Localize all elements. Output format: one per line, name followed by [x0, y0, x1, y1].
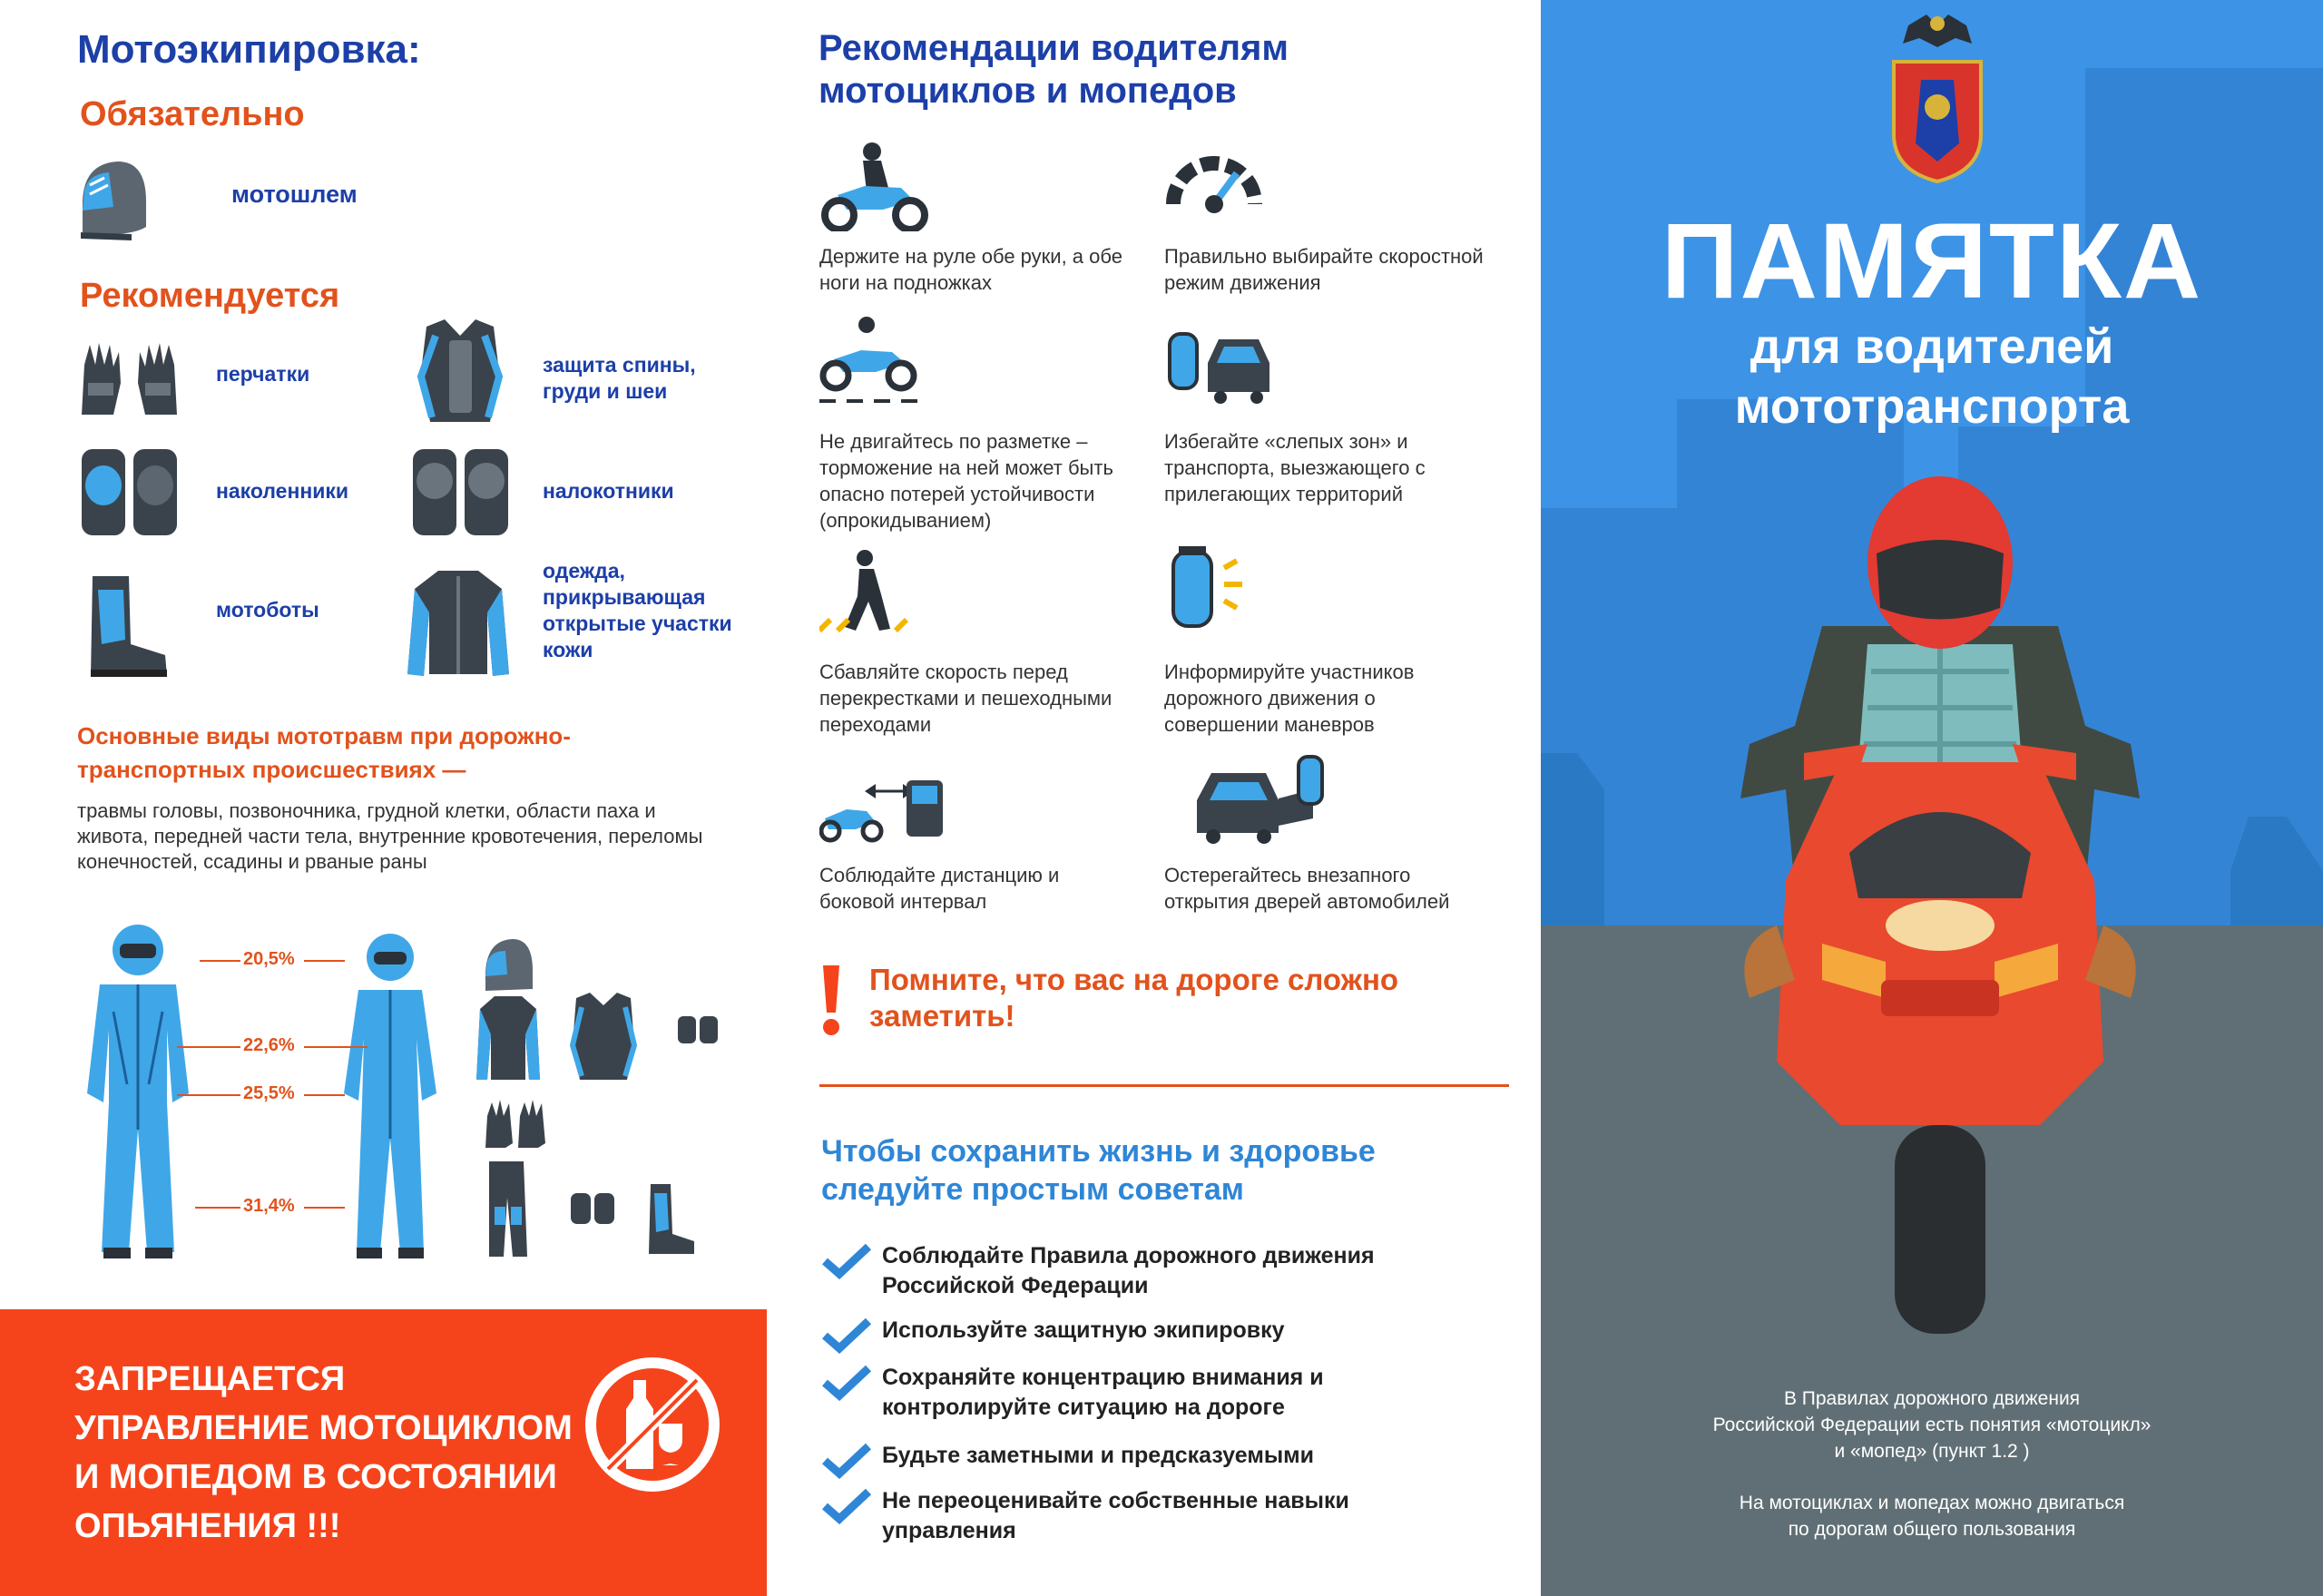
helmet-label: мотошлем [231, 181, 358, 208]
footnote-rules-l3: и «мопед» (пункт 1.2 ) [1834, 1441, 2030, 1462]
pct-line [304, 1207, 345, 1209]
footnote-rules-l1: В Правилах дорожного движения [1783, 1388, 2081, 1409]
footnote-roads-l2: по дорогам общего пользования [1788, 1519, 2076, 1540]
pct-line [304, 1046, 368, 1048]
elbow-pads-label: налокотники [543, 479, 674, 503]
subtitle-line1: для водителей [1750, 319, 2114, 374]
subtitle-line2: мототранспорта [1734, 379, 2130, 434]
motorcyclist-illustration [1713, 472, 2167, 1334]
back-protection-icon [408, 318, 513, 426]
checkmark-icon [821, 1488, 871, 1524]
check-item [821, 1441, 1493, 1477]
check-item [821, 1316, 1493, 1352]
pct-line [304, 1094, 345, 1096]
tip-speed: Правильно выбирайте скоростной режим движения [1164, 245, 1484, 294]
pct-abdomen: 25,5% [243, 1083, 295, 1103]
checkmark-icon [821, 1243, 871, 1279]
pct-line [177, 1094, 240, 1096]
recommended-title: Рекомендуется [80, 277, 340, 315]
keep-healthy-title: Чтобы сохранить жизнь и здоровье следуйте простым советам [821, 1134, 1376, 1207]
check-item [821, 1363, 1493, 1426]
helmet-icon [77, 154, 150, 240]
left-panel [0, 0, 771, 1596]
no-alcohol-icon [581, 1353, 724, 1496]
tip-car-doors: Остерегайтесь внезапного открытия дверей автомобилей [1164, 864, 1450, 913]
checkmark-icon [821, 1443, 871, 1479]
warning-text: Помните, что вас на дороге сложно заметить! [869, 963, 1399, 1033]
knee-pads-icon [77, 445, 181, 540]
pct-legs: 31,4% [243, 1196, 295, 1216]
middle-panel [771, 0, 1541, 1596]
trauma-title: Основные виды мототравм при дорожно-транспортных происшествиях — [77, 722, 571, 783]
gloves-icon [77, 338, 181, 419]
blind-spot-icon [1164, 327, 1273, 404]
trauma-text: травмы головы, позвоночника, грудной клетки, области паха и живота, передней части тела, внутренние кровотечения, переломы конечностей, ссадины и рваные раны [77, 799, 703, 873]
tip-blind-spots: Избегайте «слепых зон» и транспорта, выезжающего с прилегающих территорий [1164, 430, 1426, 505]
ban-banner [0, 1309, 767, 1596]
pct-line [195, 1207, 240, 1209]
ban-text: ЗАПРЕЩАЕТСЯ УПРАВЛЕНИЕ МОТОЦИКЛОМ И МОПЕДОМ В СОСТОЯНИИ ОПЬЯНЕНИЯ !!! [74, 1360, 573, 1545]
tip-slow-down: Сбавляйте скорость перед перекрестками и пешеходными переходами [819, 661, 1112, 736]
pedestrian-crossing-icon [819, 549, 919, 635]
footnote-roads-l1: На мотоциклах и мопедах можно двигаться [1739, 1493, 2125, 1513]
right-panel [1541, 0, 2323, 1596]
footnote-rules-l2: Российской Федерации есть понятия «мотоцикл» [1712, 1415, 2151, 1435]
tip-distance: Соблюдайте дистанцию и боковой интервал [819, 864, 1060, 913]
check-label: Сохраняйте концентрацию внимания и контролируйте ситуацию на дороге [882, 1365, 1324, 1420]
clothing-label: одежда, прикрывающая открытые участки кожи [543, 559, 732, 661]
checkmark-icon [821, 1317, 871, 1354]
road-marking-icon [819, 316, 919, 406]
police-emblem-icon [1881, 7, 1995, 184]
equipment-set-illustration [476, 935, 730, 1261]
checkmark-icon [821, 1365, 871, 1401]
divider [819, 1084, 1509, 1087]
check-label: Будьте заметными и предсказуемыми [882, 1443, 1315, 1468]
tip-road-marking: Не двигайтесь по разметке – торможение на ней может быть опасно потерей устойчивости (опрокидыванием) [819, 430, 1113, 532]
female-suit-figure [331, 930, 449, 1261]
distance-icon [819, 771, 946, 844]
check-label: Используйте защитную экипировку [882, 1317, 1285, 1343]
equipment-title: Мотоэкипировка: [77, 27, 421, 72]
elbow-pads-icon [408, 445, 513, 540]
speedometer-icon [1164, 141, 1264, 222]
pct-line [304, 960, 345, 962]
back-protection-label: защита спины, груди и шеи [543, 353, 696, 403]
motorcycle-rider-icon [819, 141, 928, 231]
boots-icon [83, 572, 174, 681]
turn-signal-icon [1164, 543, 1269, 633]
main-title: ПАМЯТКА [1661, 201, 2203, 321]
knee-pads-label: наколенники [216, 479, 349, 503]
pct-line [200, 960, 240, 962]
jacket-icon [404, 567, 513, 681]
pct-head: 20,5% [243, 949, 295, 969]
pct-chest: 22,6% [243, 1035, 295, 1055]
tip-hands-on-bar: Держите на руле обе руки, а обе ноги на подножках [819, 245, 1122, 294]
male-suit-figure [73, 921, 204, 1261]
gloves-label: перчатки [216, 362, 310, 386]
check-item [821, 1486, 1493, 1550]
recommendations-title: Рекомендации водителям мотоциклов и мопедов [818, 28, 1289, 111]
check-item [821, 1241, 1493, 1305]
pct-line [177, 1046, 240, 1048]
car-door-icon [1191, 753, 1328, 844]
check-label: Не переоценивайте собственные навыки управления [882, 1488, 1349, 1543]
boots-label: мотоботы [216, 598, 319, 622]
tip-signal: Информируйте участников дорожного движения о совершении маневров [1164, 661, 1415, 736]
required-title: Обязательно [80, 95, 305, 133]
exclamation-icon [819, 964, 843, 1036]
check-label: Соблюдайте Правила дорожного движения Российской Федерации [882, 1243, 1375, 1298]
